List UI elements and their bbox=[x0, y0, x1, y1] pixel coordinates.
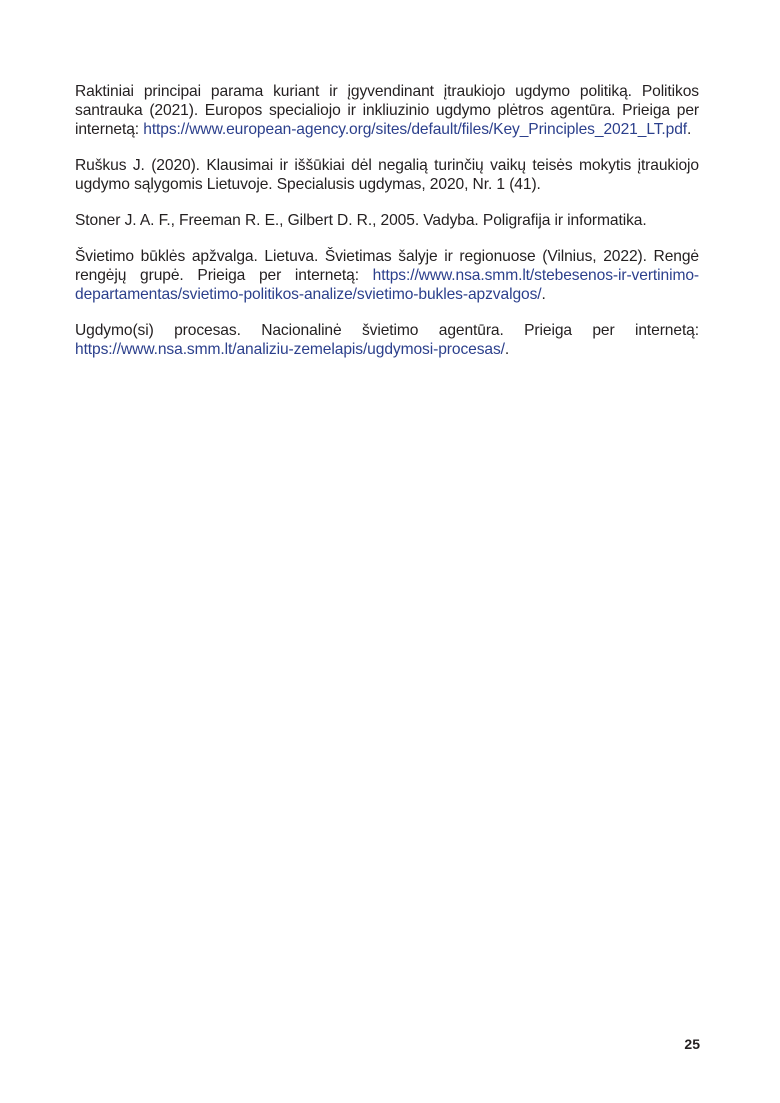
reference-item bbox=[75, 247, 699, 304]
reference-link[interactable]: https://www.european-agency.org/sites/default/files/Key_Principles_2021_LT.pdf bbox=[143, 121, 688, 138]
reference-text: Ruškus J. (2020). Klausimai ir iššūkiai dėl negalią turinčių vaikų teisės mokytis įtraukiojo ugdymo sąlygomis Lietuvoje. Specialusis ugdymas, 2020, Nr. 1 (41). bbox=[75, 157, 699, 193]
reference-text: Stoner J. A. F., Freeman R. E., Gilbert D. R., 2005. Vadyba. Poligrafija ir informatika. bbox=[75, 212, 647, 229]
reference-item bbox=[75, 321, 699, 359]
reference-link[interactable]: https://www.nsa.smm.lt/stebesenos-ir-vertinimo-departamentas/svietimo-politikos-analize/svietimo-bukles-apzvalgos/ bbox=[75, 267, 699, 303]
page-number: 25 bbox=[684, 1036, 700, 1052]
reference-text: Ugdymo(si) procesas. Nacionalinė švietimo agentūra. Prieiga per internetą: bbox=[75, 322, 699, 339]
reference-item bbox=[75, 156, 699, 194]
reference-link[interactable]: https://www.nsa.smm.lt/analiziu-zemelapis/ugdymosi-procesas/ bbox=[75, 341, 505, 358]
reference-item bbox=[75, 82, 699, 139]
reference-tail: . bbox=[541, 286, 546, 303]
reference-tail: . bbox=[687, 121, 692, 138]
reference-text: Švietimo būklės apžvalga. Lietuva. Švietimas šalyje ir regionuose (Vilnius, 2022). Rengė rengėjų grupė. Prieiga per internetą: bbox=[75, 248, 699, 284]
reference-list bbox=[75, 82, 699, 376]
reference-item bbox=[75, 211, 699, 230]
reference-text: Raktiniai principai parama kuriant ir įgyvendinant įtraukiojo ugdymo politiką. Politikos santrauka (2021). Europos specialiojo ir inkliuzinio ugdymo plėtros agentūra. Prieiga per internetą: bbox=[75, 83, 699, 138]
reference-tail: . bbox=[504, 341, 510, 358]
